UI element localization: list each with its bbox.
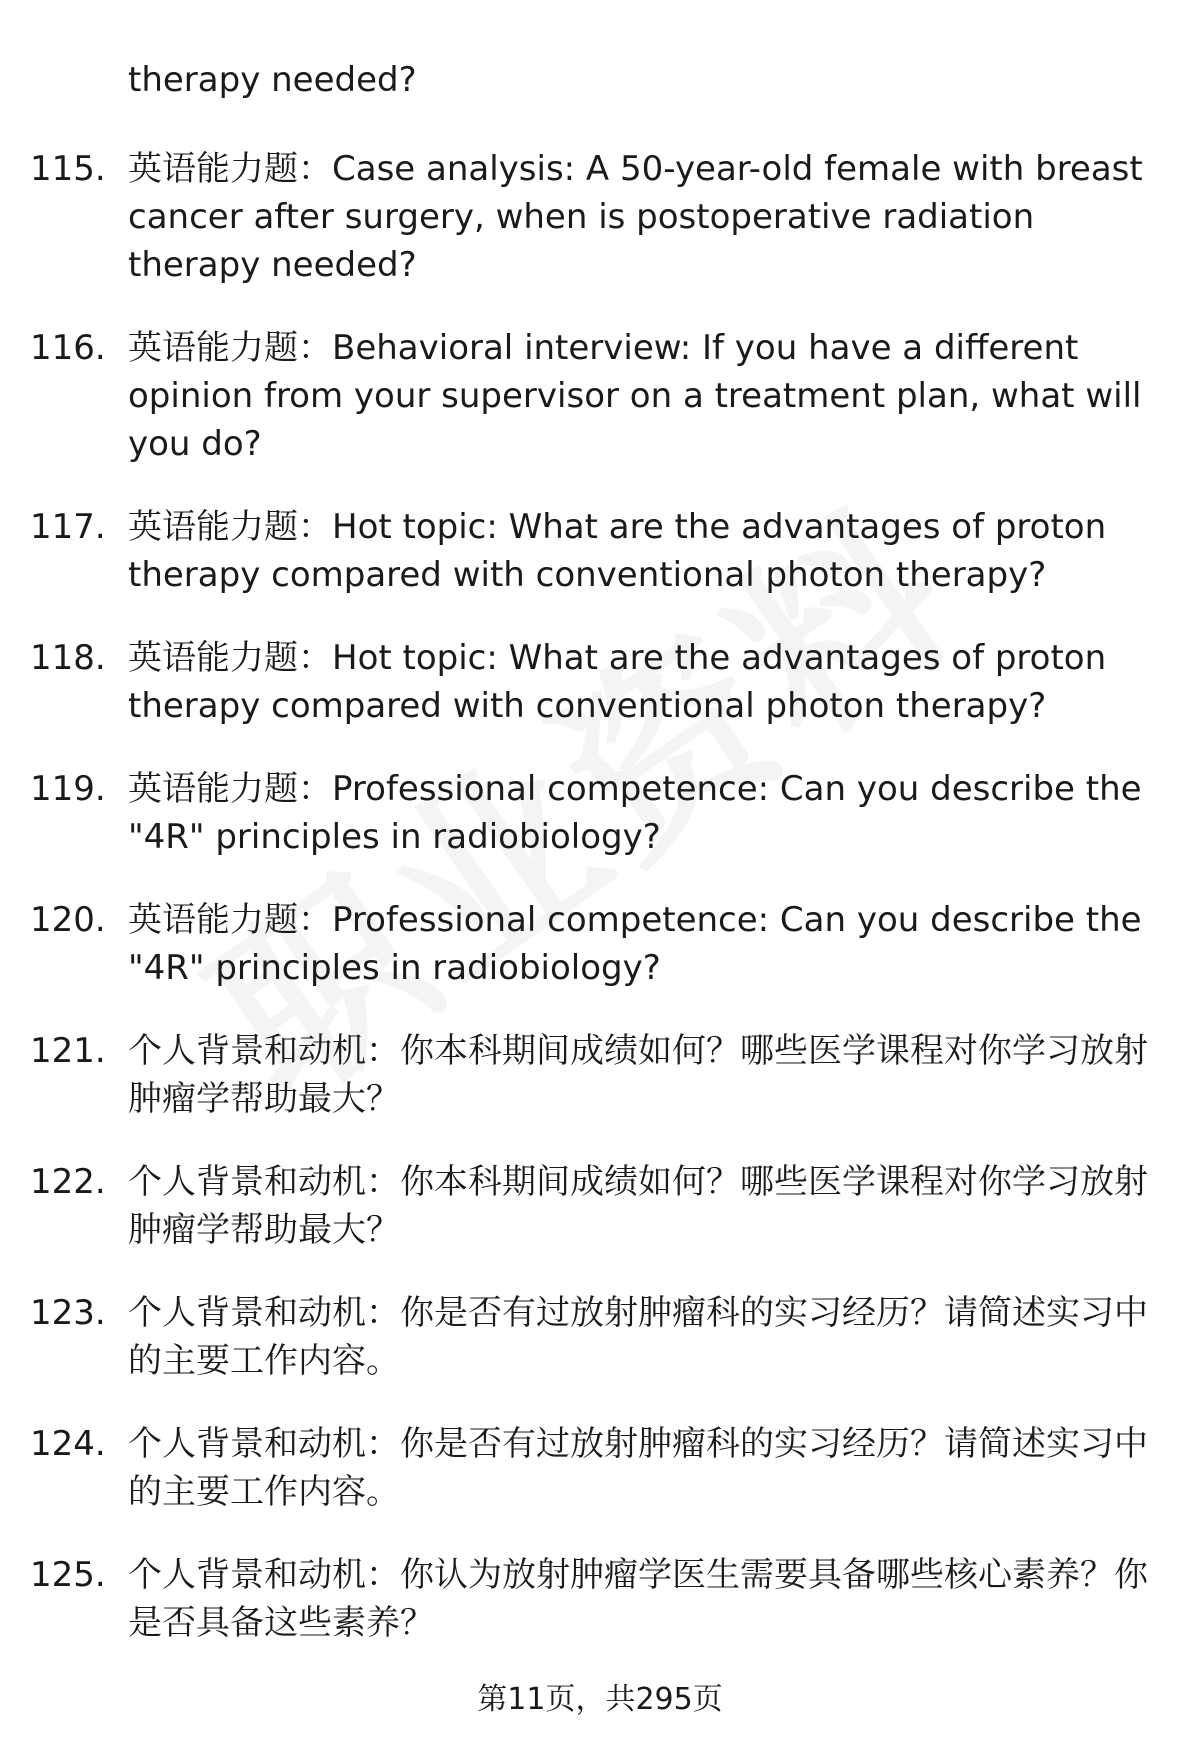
- question-number: 124.: [30, 1424, 106, 1464]
- question-number: 119.: [30, 769, 106, 809]
- question-text: 英语能力题：Hot topic: What are the advantages of proton therapy compared with conventional photon therapy?: [128, 507, 1107, 595]
- question-text: 英语能力题：Behavioral interview: If you have a different opinion from your supervisor on a treatment plan, what will you do?: [128, 328, 1142, 464]
- question-list: [30, 145, 1170, 1682]
- question-number: 117.: [30, 507, 106, 547]
- question-item: [30, 1289, 1170, 1385]
- question-item: [30, 324, 1170, 468]
- question-text: 英语能力题：Hot topic: What are the advantages of proton therapy compared with conventional photon therapy?: [128, 638, 1107, 726]
- question-item: [30, 503, 1170, 599]
- question-number: 125.: [30, 1555, 106, 1595]
- page-footer: 第11页，共295页: [477, 1682, 723, 1717]
- question-item: [30, 1420, 1170, 1516]
- question-text: 英语能力题：Professional competence: Can you describe the "4R" principles in radiobiology?: [128, 769, 1142, 857]
- question-number: 121.: [30, 1031, 106, 1071]
- question-text: 个人背景和动机：你本科期间成绩如何？哪些医学课程对你学习放射肿瘤学帮助最大？: [128, 1162, 1148, 1250]
- question-item: [30, 145, 1170, 289]
- question-text: 个人背景和动机：你认为放射肿瘤学医生需要具备哪些核心素养？你是否具备这些素养？: [128, 1555, 1148, 1643]
- question-item: [30, 1027, 1170, 1123]
- question-number: 120.: [30, 900, 106, 940]
- continued-question-text: therapy needed?: [128, 60, 417, 100]
- question-item: [30, 634, 1170, 730]
- question-number: 122.: [30, 1162, 106, 1202]
- question-text: 英语能力题：Case analysis: A 50-year-old female with breast cancer after surgery, when is postoperative radiation therapy needed?: [128, 149, 1143, 285]
- question-text: 英语能力题：Professional competence: Can you describe the "4R" principles in radiobiology?: [128, 900, 1142, 988]
- question-text: 个人背景和动机：你是否有过放射肿瘤科的实习经历？请简述实习中的主要工作内容。: [128, 1293, 1148, 1381]
- question-item: [30, 765, 1170, 861]
- question-item: [30, 896, 1170, 992]
- question-text: 个人背景和动机：你是否有过放射肿瘤科的实习经历？请简述实习中的主要工作内容。: [128, 1424, 1148, 1512]
- question-item: [30, 1551, 1170, 1647]
- question-text: 个人背景和动机：你本科期间成绩如何？哪些医学课程对你学习放射肿瘤学帮助最大？: [128, 1031, 1148, 1119]
- question-number: 115.: [30, 149, 106, 189]
- question-number: 118.: [30, 638, 106, 678]
- question-number: 123.: [30, 1293, 106, 1333]
- question-number: 116.: [30, 328, 106, 368]
- question-item: [30, 1158, 1170, 1254]
